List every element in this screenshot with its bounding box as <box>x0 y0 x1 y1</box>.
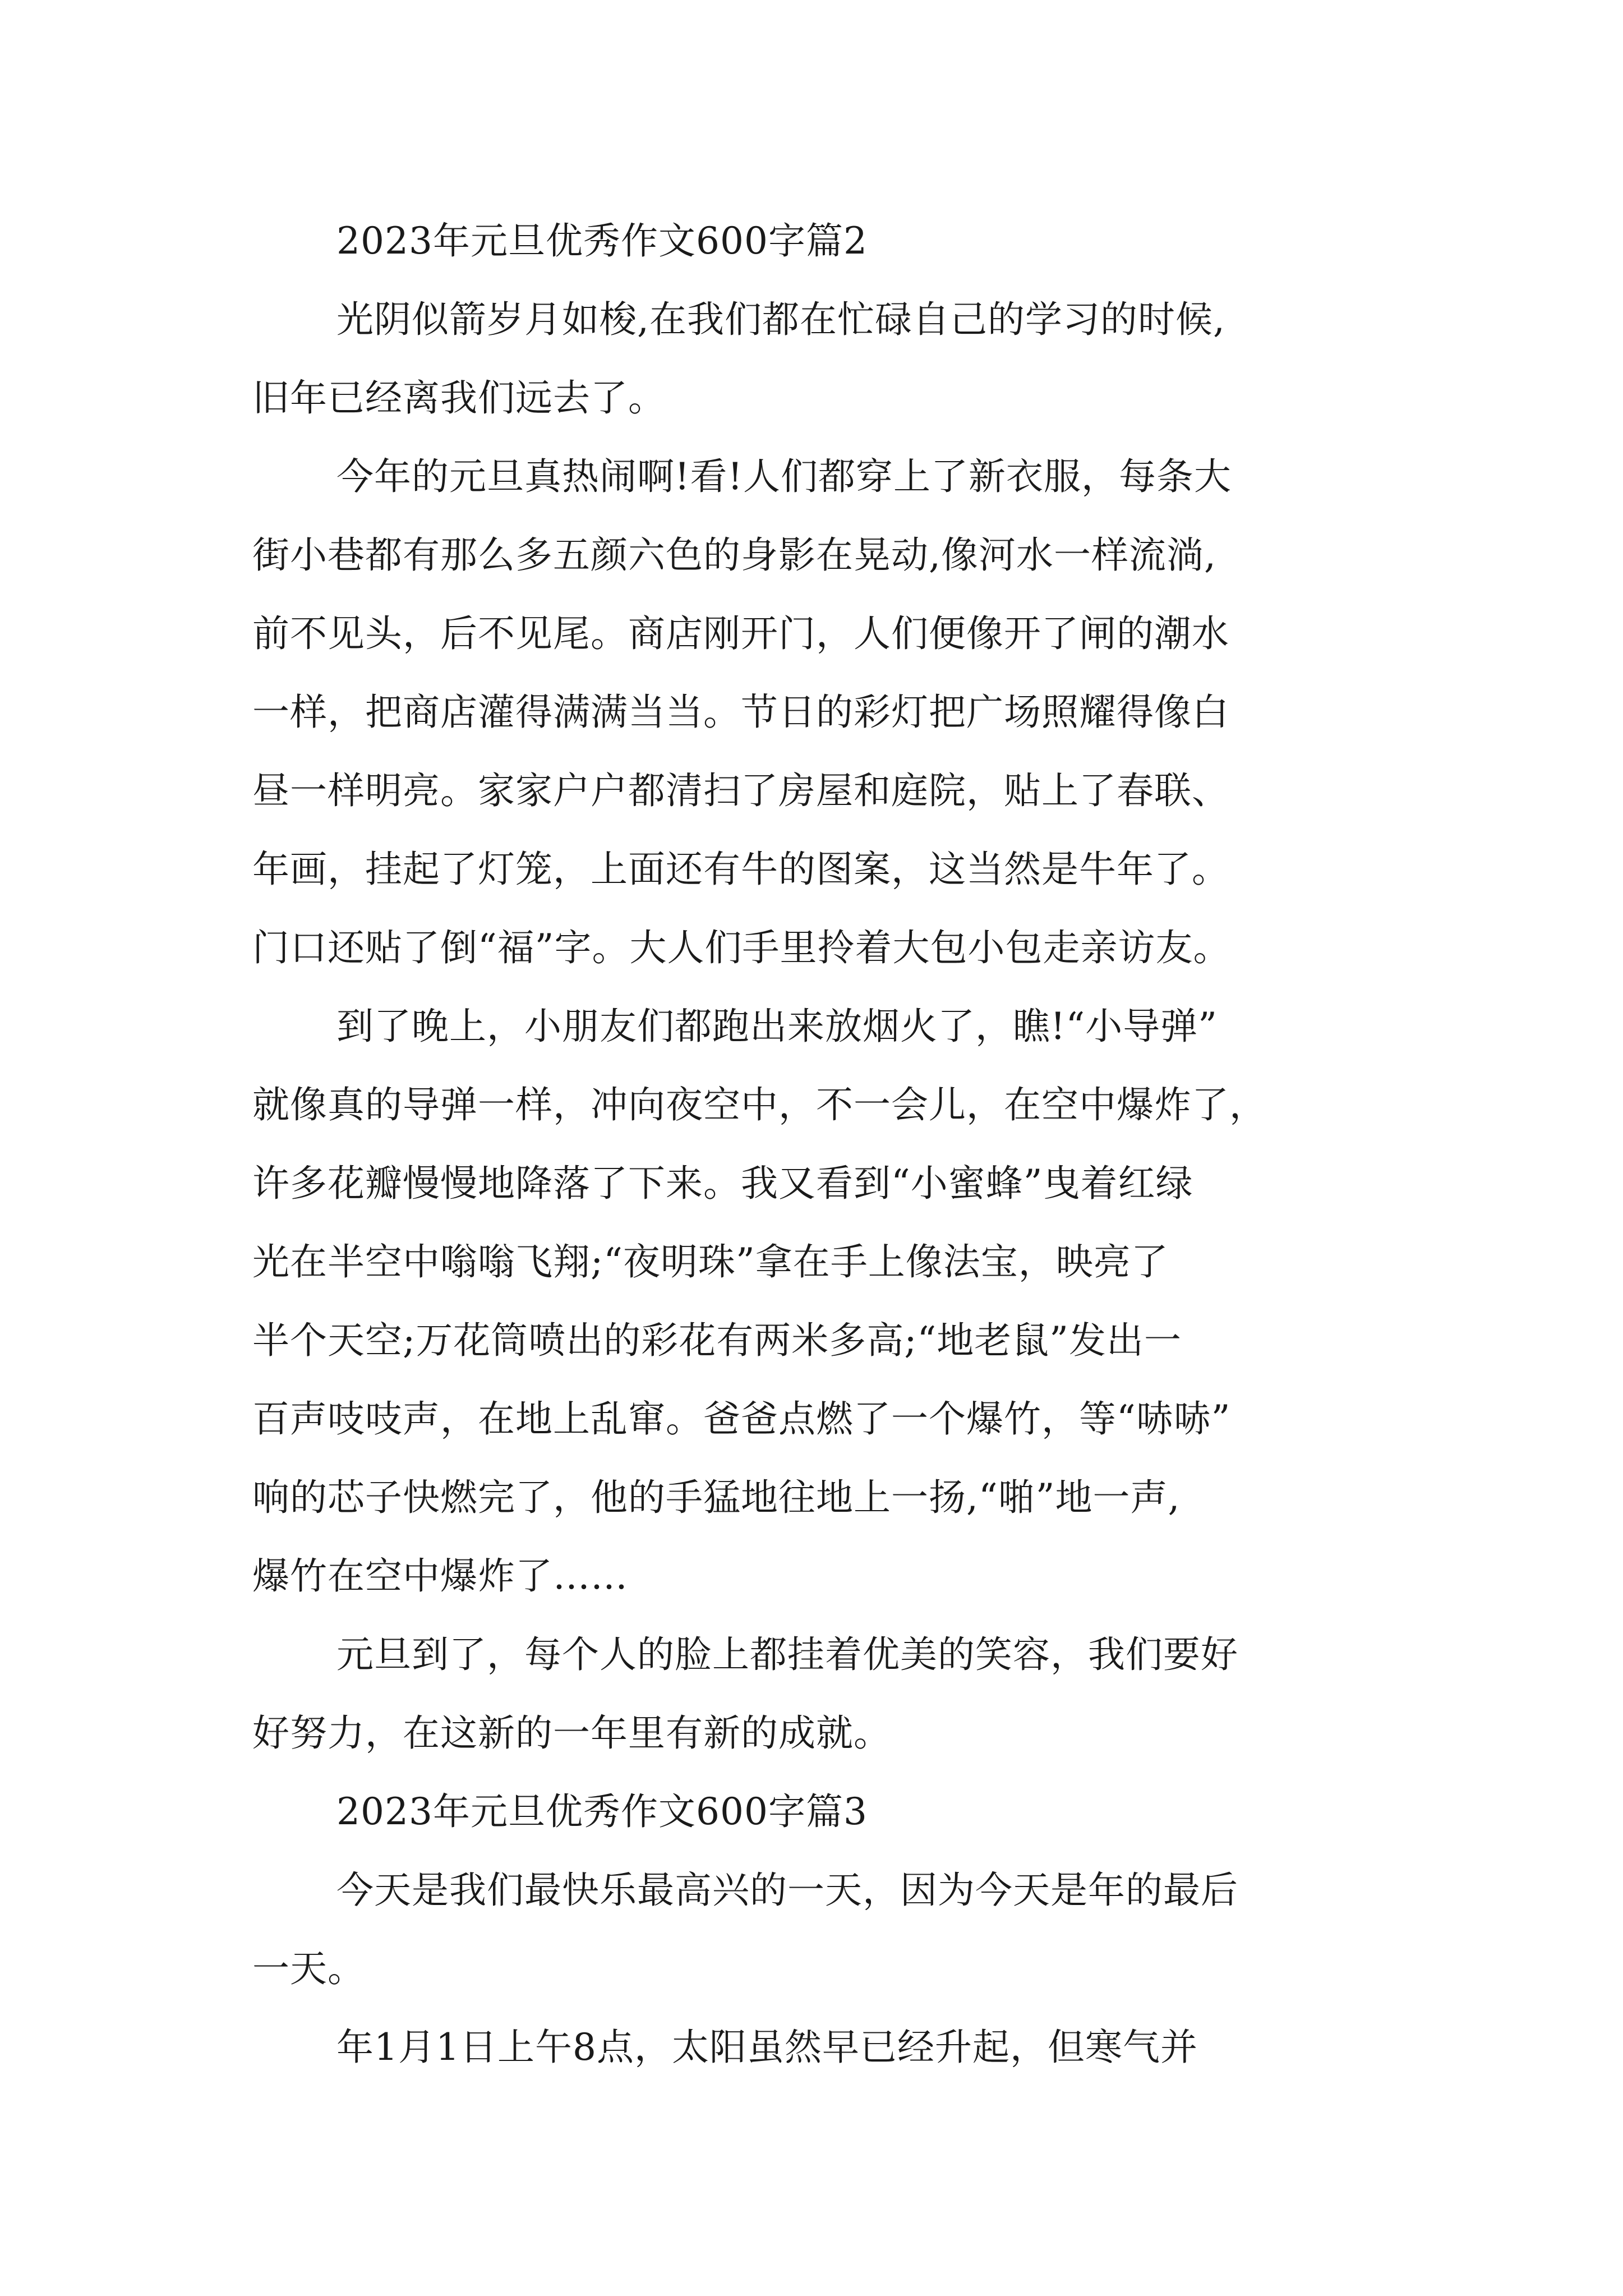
paragraph-1-line-2: 旧年已经离我们远去了。 <box>252 376 666 420</box>
paragraph-2-line-5: 昼一样明亮。家家户户都清扫了房屋和庭院，贴上了春联、 <box>252 769 1229 812</box>
section-heading-3: 2023年元旦优秀作文600字篇3 <box>336 1790 868 1833</box>
paragraph-3-line-8: 爆竹在空中爆炸了…… <box>252 1554 628 1598</box>
paragraph-3-line-5: 半个天空;万花筒喷出的彩花有两米多高;“地老鼠”发出一 <box>252 1319 1182 1362</box>
paragraph-3-line-2: 就像真的导弹一样，冲向夜空中，不一会儿，在空中爆炸了， <box>252 1083 1267 1126</box>
paragraph-1-line-1: 光阴似箭岁月如梭,在我们都在忙碌自己的学习的时候, <box>336 298 1225 341</box>
paragraph-2-line-4: 一样，把商店灌得满满当当。节日的彩灯把广场照耀得像白 <box>252 691 1229 734</box>
paragraph-2-line-3: 前不见头，后不见尾。商店刚开门，人们便像开了闸的潮水 <box>252 612 1229 655</box>
paragraph-2-line-6: 年画，挂起了灯笼，上面还有牛的图案，这当然是牛年了。 <box>252 848 1229 891</box>
paragraph-4-line-1: 元旦到了，每个人的脸上都挂着优美的笑容，我们要好 <box>336 1633 1238 1676</box>
paragraph-3-line-4: 光在半空中嗡嗡飞翔;“夜明珠”拿在手上像法宝，映亮了 <box>252 1240 1169 1283</box>
paragraph-3-line-7: 响的芯子快燃完了，他的手猛地往地上一扬,“啪”地一声, <box>252 1476 1181 1519</box>
paragraph-2-line-7: 门口还贴了倒“福”字。大人们手里拎着大包小包走亲访友。 <box>252 926 1231 969</box>
paragraph-5-line-1: 今天是我们最快乐最高兴的一天，因为今天是年的最后 <box>336 1869 1238 1912</box>
paragraph-6-line-1: 年1月1日上午8点，太阳虽然早已经升起，但寒气并 <box>336 2026 1198 2069</box>
paragraph-2-line-1: 今年的元旦真热闹啊!看!人们都穿上了新衣服，每条大 <box>336 455 1232 498</box>
paragraph-2-line-2: 街小巷都有那么多五颜六色的身影在晃动,像河水一样流淌, <box>252 533 1216 577</box>
section-heading-2: 2023年元旦优秀作文600字篇2 <box>336 219 868 263</box>
paragraph-3-line-3: 许多花瓣慢慢地降落了下来。我又看到“小蜜蜂”曳着红绿 <box>252 1162 1193 1205</box>
paragraph-5-line-2: 一天。 <box>252 1947 365 1990</box>
paragraph-3-line-6: 百声吱吱声，在地上乱窜。爸爸点燃了一个爆竹，等“哧哧” <box>252 1397 1231 1441</box>
paragraph-4-line-2: 好努力，在这新的一年里有新的成就。 <box>252 1711 891 1755</box>
paragraph-3-line-1: 到了晚上，小朋友们都跑出来放烟火了，瞧!“小导弹” <box>336 1005 1218 1048</box>
